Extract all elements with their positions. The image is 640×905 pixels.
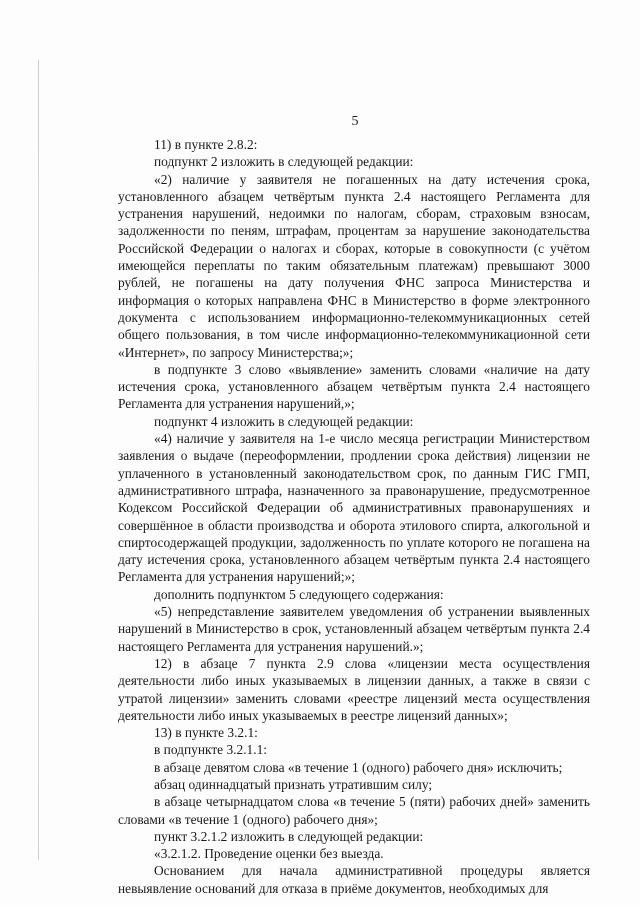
paragraph: «5) непредставление заявителем уведомления об устранении выявленных нарушений в Министерство в срок, установленный абзацем четвёртым пункта 2.4 настоящего Регламента для устранения нарушений.»; [118, 604, 590, 654]
paragraph: абзац одиннадцатый признать утратившим силу; [154, 776, 433, 792]
paragraph: дополнить подпунктом 5 следующего содержания: [154, 586, 444, 602]
paragraph: подпункт 2 изложить в следующей редакции: [154, 154, 414, 170]
paragraph: «2) наличие у заявителя не погашенных на дату истечения срока, установленного абзацем четвёртым пункта 2.4 настоящего Регламента для устранения нарушений, недоимки по налогам, сборам, страховым взносам, задолженности по пеням, штрафам, процентам за нарушение законодательства Российской Федерации о налогах и сборах, которые в совокупности (с учётом имеющейся переплаты по таким обязательным платежам) превышают 3000 рублей, не погашены на дату получения ФНС запроса Министерства и информация о которых направлена ФНС в Министерство в форме электронного документа с использованием информационно-телекоммуникационных сетей общего пользования, в том числе информационно-телекоммуникационной сети «Интернет», по запросу Министерства;»; [118, 171, 590, 360]
paragraph: «4) наличие у заявителя на 1-е число месяца регистрации Министерством заявления о выдаче (переоформлении, продлении срока действия) лицензии не уплаченного в установленный законодательством срок, по данным ГИС ГМП, административного штрафа, назначенного за правонарушение, предусмотренное Кодексом Российской Федерации об административных правонарушениях и совершённое в области производства и оборота этилового спирта, алкогольной и спиртосодержащей продукции, задолженность по уплате которого не погашена на дату истечения срока, установленного абзацем четвёртым пункта 2.4 настоящего Регламента для устранения нарушений;»; [118, 431, 590, 585]
paragraph: 13) в пункте 3.2.1: [154, 725, 258, 741]
document-body [118, 136, 590, 897]
paragraph: в абзаце девятом слова «в течение 1 (одного) рабочего дня» исключить; [154, 759, 563, 775]
paragraph: 11) в пункте 2.8.2: [154, 137, 258, 152]
paragraph: Основанием для начала административной процедуры является невыявление оснований для отказа в приёме документов, необходимых для [118, 863, 590, 896]
paragraph: в подпункте 3 слово «выявление» заменить словами «наличие на дату истечения срока, установленного абзацем четвёртым пункта 2.4 настоящего Регламента для устранения нарушений,»; [118, 361, 590, 412]
scan-edge-line [38, 60, 39, 860]
paragraph: в подпункте 3.2.1.1: [154, 742, 268, 758]
paragraph: в абзаце четырнадцатом слова «в течение 5 (пяти) рабочих дней» заменить словами «в течение 1 (одного) рабочего дня»; [118, 794, 590, 827]
page-number: 5 [351, 114, 359, 129]
paragraph: 12) в абзаце 7 пункта 2.9 слова «лицензии места осуществления деятельности либо иных указываемых в лицензии данных, а также в связи с утратой лицензии» заменить словами «реестре лицензий места осуществления деятельности либо иных указываемых в реестре лицензий данных»; [118, 655, 590, 723]
paragraph: пункт 3.2.1.2 изложить в следующей редакции: [154, 828, 424, 844]
paragraph: «3.2.1.2. Проведение оценки без выезда. [154, 846, 384, 862]
paragraph: подпункт 4 изложить в следующей редакции: [154, 413, 414, 429]
